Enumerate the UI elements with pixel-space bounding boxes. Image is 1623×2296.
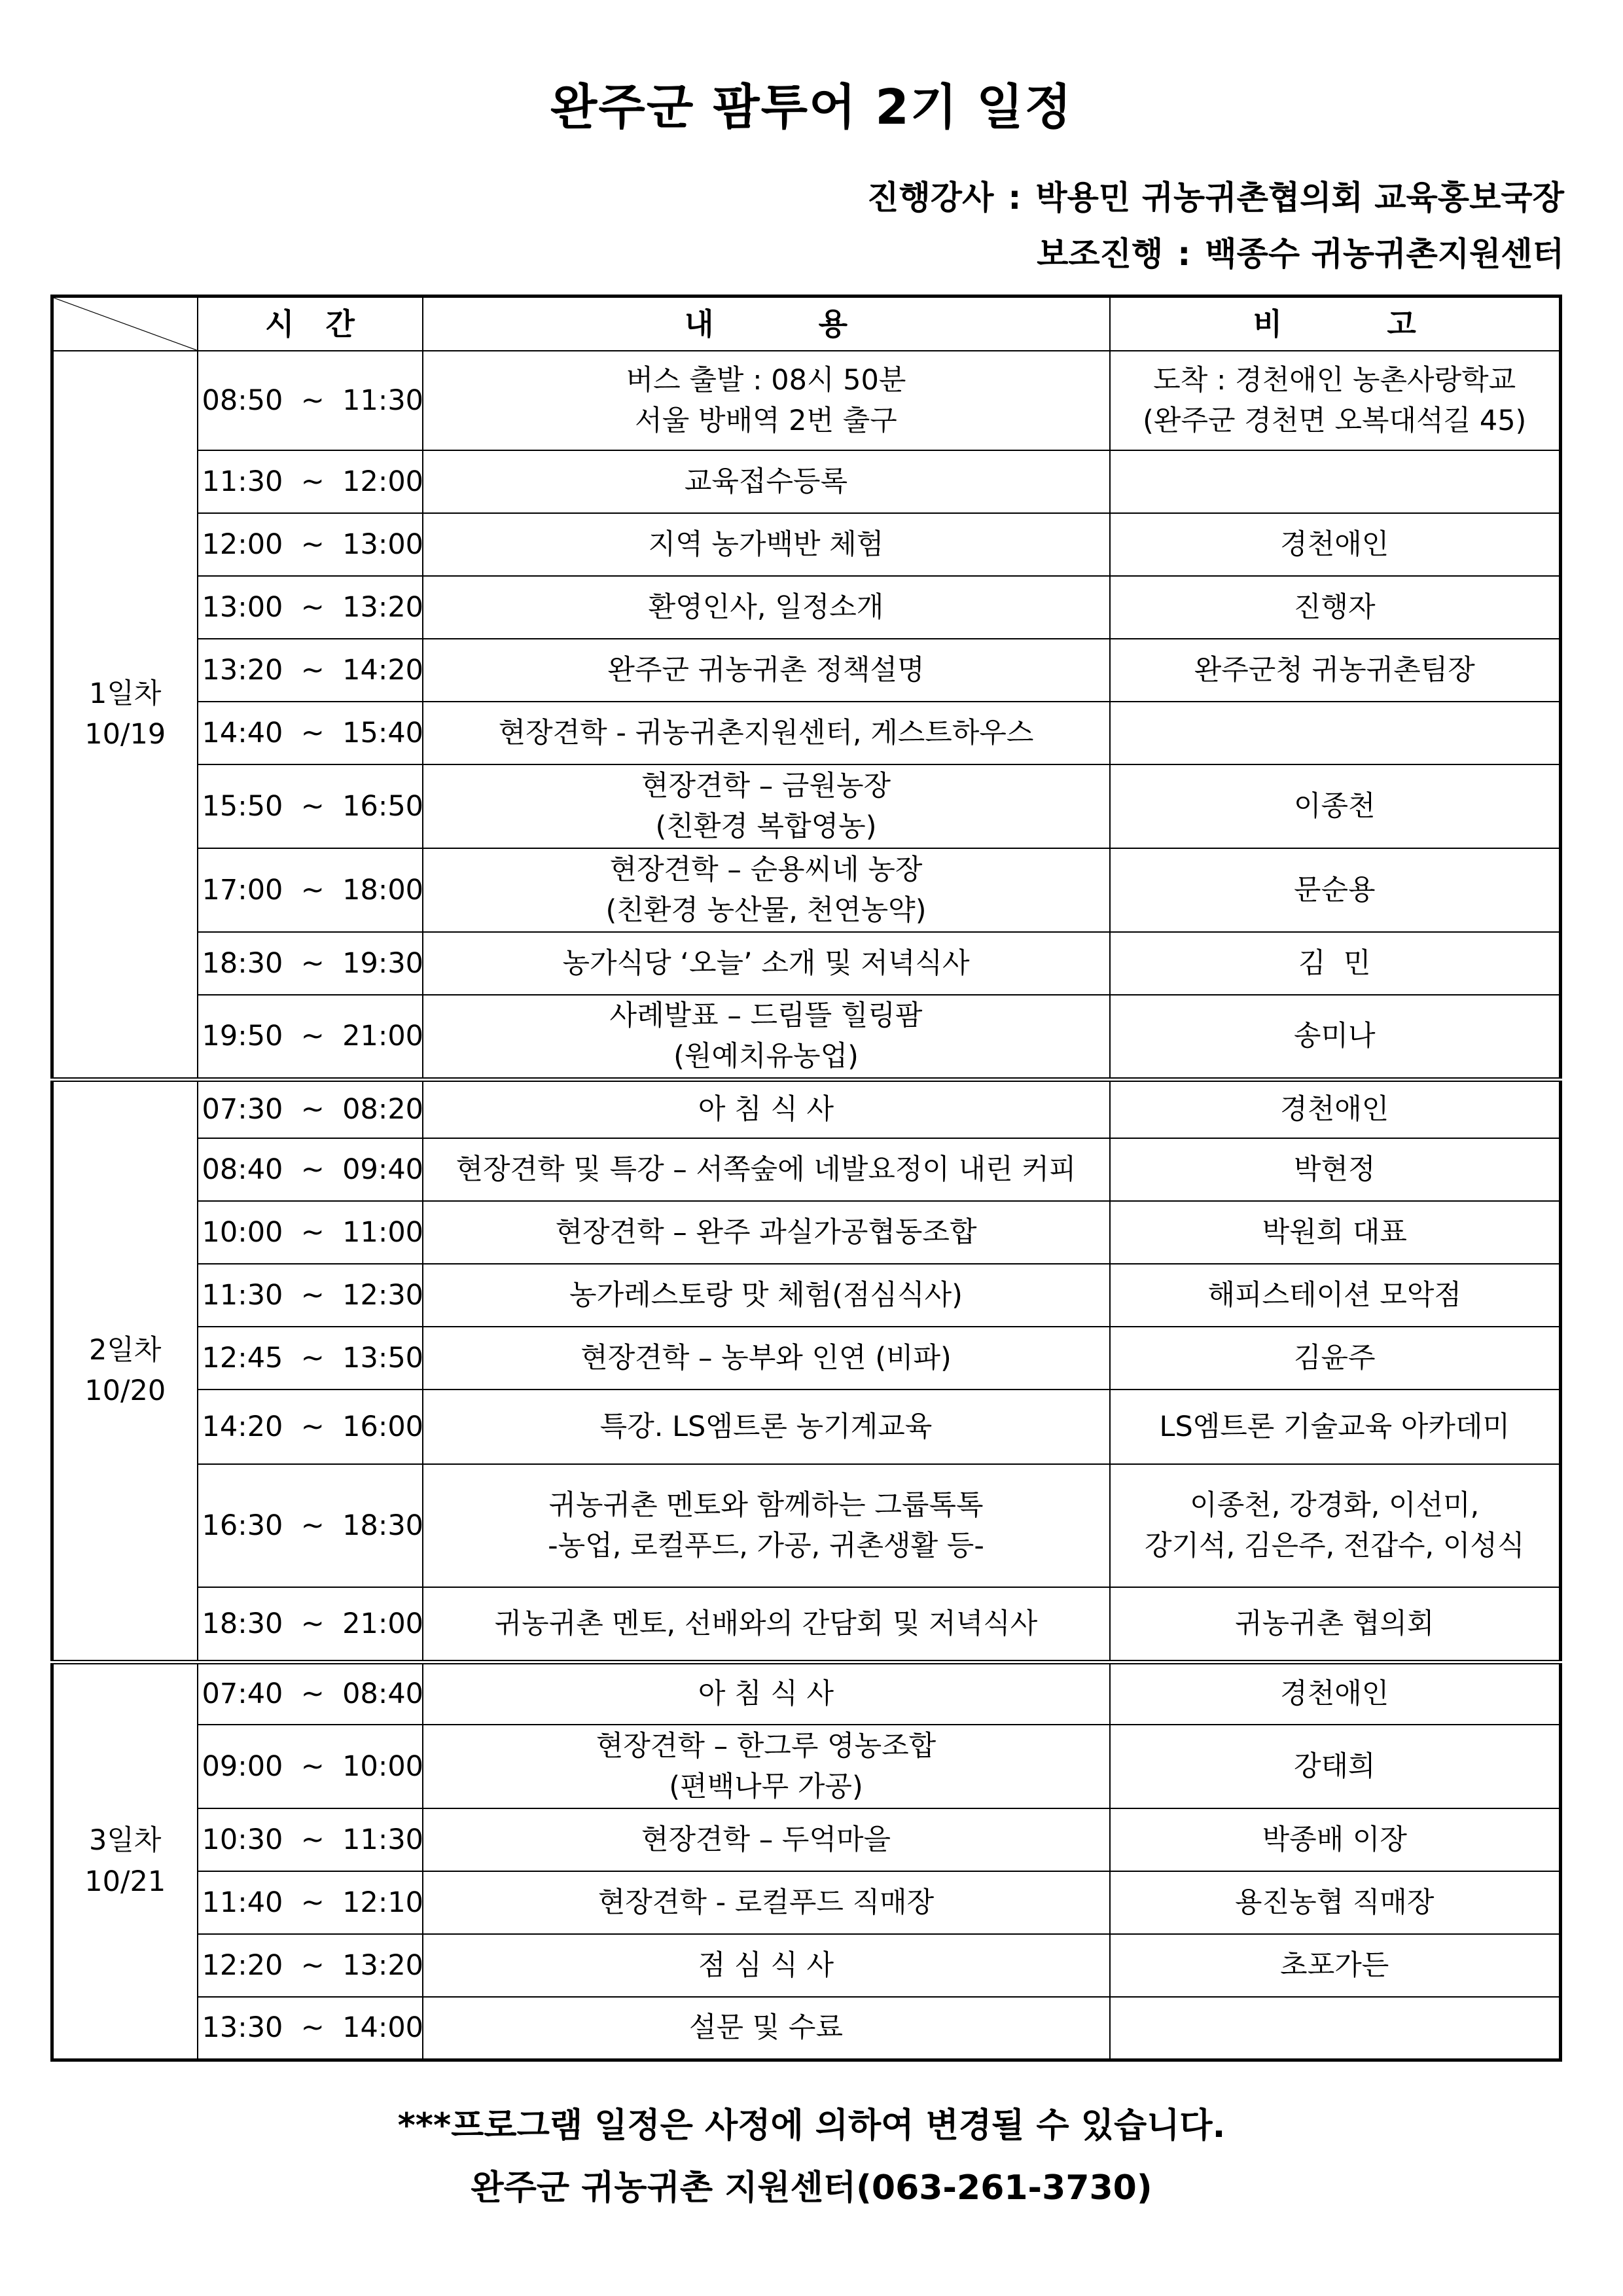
note-line: 이종천, 강경화, 이선미, bbox=[1190, 1488, 1480, 1522]
table-row bbox=[52, 513, 1561, 576]
content-line: 현장견학 – 금원농장 bbox=[641, 769, 891, 802]
content-line: 아 침 식 사 bbox=[698, 1093, 834, 1126]
table-row bbox=[52, 1138, 1561, 1201]
note-line: 초포가든 bbox=[1280, 1949, 1389, 1982]
table-row bbox=[52, 450, 1561, 513]
assistant-value: 백종수 귀농귀촌지원센터 bbox=[1205, 235, 1564, 273]
content-cell bbox=[423, 1725, 1110, 1808]
table-row bbox=[52, 702, 1561, 764]
content-cell bbox=[423, 1390, 1110, 1464]
content-cell bbox=[423, 1871, 1110, 1934]
content-line: 현장견학 - 로컬푸드 직매장 bbox=[597, 1886, 935, 1920]
content-cell bbox=[423, 1464, 1110, 1587]
note-cell bbox=[1110, 1587, 1561, 1662]
time-cell: 11:30 ~ 12:00 bbox=[198, 450, 423, 513]
table-row bbox=[52, 848, 1561, 932]
time-cell: 13:20 ~ 14:20 bbox=[198, 639, 423, 702]
assistant-label: 보조진행 bbox=[1037, 235, 1164, 273]
content-line: 완주군 귀농귀촌 정책설명 bbox=[607, 653, 925, 687]
time-cell: 07:40 ~ 08:40 bbox=[198, 1662, 423, 1725]
time-cell: 17:00 ~ 18:00 bbox=[198, 848, 423, 932]
content-line: 아 침 식 사 bbox=[698, 1677, 834, 1711]
content-cell bbox=[423, 848, 1110, 932]
note-cell bbox=[1110, 1264, 1561, 1327]
content-line: 현장견학 – 두억마을 bbox=[641, 1823, 891, 1857]
note-cell bbox=[1110, 702, 1561, 764]
content-line: 특강. LS엠트론 농기계교육 bbox=[599, 1410, 933, 1444]
time-cell: 18:30 ~ 19:30 bbox=[198, 932, 423, 995]
table-row bbox=[52, 1587, 1561, 1662]
content-line: 농가레스토랑 맛 체험(점심식사) bbox=[569, 1279, 963, 1312]
content-cell bbox=[423, 450, 1110, 513]
table-row bbox=[52, 1808, 1561, 1871]
corner-diagonal-cell bbox=[52, 296, 198, 351]
table-row bbox=[52, 1201, 1561, 1264]
note-line: 용진농협 직매장 bbox=[1235, 1886, 1435, 1920]
content-line: 현장견학 – 한그루 영농조합 bbox=[596, 1729, 936, 1763]
note-line: LS엠트론 기술교육 아카데미 bbox=[1159, 1410, 1510, 1444]
day-label: 2일차 bbox=[89, 1333, 162, 1367]
content-cell bbox=[423, 702, 1110, 764]
content-line: 환영인사, 일정소개 bbox=[648, 590, 884, 624]
time-cell: 12:45 ~ 13:50 bbox=[198, 1327, 423, 1390]
note-line: 이종천 bbox=[1293, 789, 1376, 823]
content-cell bbox=[423, 995, 1110, 1079]
table-row bbox=[52, 1079, 1561, 1138]
note-line: 진행자 bbox=[1293, 590, 1376, 624]
note-line: 경천애인 bbox=[1280, 528, 1389, 561]
time-cell: 08:40 ~ 09:40 bbox=[198, 1138, 423, 1201]
table-row bbox=[52, 1662, 1561, 1725]
time-cell: 16:30 ~ 18:30 bbox=[198, 1464, 423, 1587]
note-cell bbox=[1110, 1327, 1561, 1390]
time-cell: 12:00 ~ 13:00 bbox=[198, 513, 423, 576]
day-date: 10/20 bbox=[84, 1374, 166, 1408]
content-line: (친환경 농산물, 천연농약) bbox=[605, 894, 927, 927]
day-label-cell bbox=[52, 1079, 198, 1662]
table-row bbox=[52, 1997, 1561, 2060]
content-line: 현장견학 및 특강 – 서쪽숲에 네발요정이 내린 커피 bbox=[455, 1153, 1077, 1187]
note-cell bbox=[1110, 848, 1561, 932]
content-line: 사례발표 – 드림뜰 힐링팜 bbox=[609, 999, 923, 1032]
schedule-body bbox=[52, 351, 1561, 2060]
content-cell bbox=[423, 639, 1110, 702]
table-row bbox=[52, 1327, 1561, 1390]
time-cell: 18:30 ~ 21:00 bbox=[198, 1587, 423, 1662]
note-cell bbox=[1110, 1201, 1561, 1264]
note-cell bbox=[1110, 1934, 1561, 1997]
content-line: 설문 및 수료 bbox=[688, 2011, 844, 2045]
content-line: (원예치유농업) bbox=[673, 1040, 859, 1073]
footer-contact: 완주군 귀농귀촌 지원센터(063-261-3730) bbox=[471, 2168, 1152, 2208]
content-line: 현장견학 – 순용씨네 농장 bbox=[609, 853, 923, 886]
day-label: 3일차 bbox=[89, 1824, 162, 1857]
note-line: 도착 : 경천애인 농촌사랑학교 bbox=[1153, 363, 1516, 397]
note-cell bbox=[1110, 1997, 1561, 2060]
time-cell: 14:20 ~ 16:00 bbox=[198, 1390, 423, 1464]
time-cell: 11:30 ~ 12:30 bbox=[198, 1264, 423, 1327]
content-line: 현장견학 – 농부와 인연 (비파) bbox=[580, 1342, 952, 1375]
content-line: (편백나무 가공) bbox=[669, 1770, 863, 1804]
note-cell bbox=[1110, 1138, 1561, 1201]
note-line: 경천애인 bbox=[1280, 1093, 1389, 1126]
content-cell bbox=[423, 1079, 1110, 1138]
day-date: 10/19 bbox=[84, 718, 166, 751]
note-line: 해피스테이션 모악점 bbox=[1207, 1279, 1461, 1312]
note-line: 박종배 이장 bbox=[1262, 1823, 1407, 1857]
table-row bbox=[52, 639, 1561, 702]
note-line: 박원희 대표 bbox=[1262, 1216, 1407, 1249]
content-line: 귀농귀촌 멘토, 선배와의 간담회 및 저녁식사 bbox=[494, 1607, 1038, 1640]
footer-notice: ***프로그램 일정은 사정에 의하여 변경될 수 있습니다. bbox=[397, 2106, 1226, 2145]
time-cell: 10:00 ~ 11:00 bbox=[198, 1201, 423, 1264]
diagonal-line bbox=[54, 298, 197, 350]
note-cell bbox=[1110, 1079, 1561, 1138]
table-row bbox=[52, 764, 1561, 848]
content-cell bbox=[423, 1587, 1110, 1662]
content-line: 농가식당 ‘오늘’ 소개 및 저녁식사 bbox=[562, 946, 970, 980]
table-row bbox=[52, 576, 1561, 639]
table-row bbox=[52, 1871, 1561, 1934]
content-line: (친환경 복합영농) bbox=[655, 810, 877, 843]
note-line: 김윤주 bbox=[1293, 1342, 1376, 1375]
day-date: 10/21 bbox=[84, 1865, 166, 1898]
time-cell: 12:20 ~ 13:20 bbox=[198, 1934, 423, 1997]
content-cell bbox=[423, 1138, 1110, 1201]
content-cell bbox=[423, 576, 1110, 639]
note-line: 경천애인 bbox=[1280, 1677, 1389, 1711]
content-cell bbox=[423, 1662, 1110, 1725]
table-header-row bbox=[52, 296, 1561, 351]
note-cell bbox=[1110, 450, 1561, 513]
page-title: 완주군 팜투어 2기 일정 bbox=[550, 79, 1073, 135]
content-cell bbox=[423, 513, 1110, 576]
header-content: 내 용 bbox=[423, 296, 1110, 351]
note-cell bbox=[1110, 1725, 1561, 1808]
table-row bbox=[52, 1264, 1561, 1327]
instructor-line bbox=[867, 171, 1564, 219]
time-cell: 08:50 ~ 11:30 bbox=[198, 351, 423, 450]
note-cell bbox=[1110, 1871, 1561, 1934]
table-row bbox=[52, 932, 1561, 995]
content-cell bbox=[423, 1934, 1110, 1997]
note-line: 김 민 bbox=[1298, 946, 1371, 980]
content-cell bbox=[423, 1997, 1110, 2060]
content-cell bbox=[423, 932, 1110, 995]
instructor-colon: : bbox=[1008, 179, 1022, 217]
note-line: 박현정 bbox=[1293, 1153, 1376, 1187]
note-cell bbox=[1110, 1808, 1561, 1871]
content-cell bbox=[423, 1201, 1110, 1264]
time-cell: 13:00 ~ 13:20 bbox=[198, 576, 423, 639]
content-line: -농업, 로컬푸드, 가공, 귀촌생활 등- bbox=[548, 1530, 984, 1563]
note-line: 귀농귀촌 협의회 bbox=[1235, 1607, 1435, 1640]
time-cell: 14:40 ~ 15:40 bbox=[198, 702, 423, 764]
content-line: 지역 농가백반 체험 bbox=[648, 528, 884, 561]
table-row bbox=[52, 1464, 1561, 1587]
content-line: 점 심 식 사 bbox=[698, 1949, 834, 1982]
header-time: 시 간 bbox=[198, 296, 423, 351]
time-cell: 13:30 ~ 14:00 bbox=[198, 1997, 423, 2060]
content-cell bbox=[423, 351, 1110, 450]
time-cell: 19:50 ~ 21:00 bbox=[198, 995, 423, 1079]
day-label: 1일차 bbox=[89, 677, 162, 710]
content-line: 서울 방배역 2번 출구 bbox=[635, 404, 897, 437]
content-line: 버스 출발 : 08시 50분 bbox=[626, 363, 906, 397]
note-cell bbox=[1110, 1464, 1561, 1587]
content-cell bbox=[423, 1808, 1110, 1871]
note-line: 완주군청 귀농귀촌팀장 bbox=[1194, 653, 1475, 687]
content-line: 교육접수등록 bbox=[684, 465, 848, 498]
note-cell bbox=[1110, 995, 1561, 1079]
day-label-cell bbox=[52, 351, 198, 1079]
note-line: (완주군 경천면 오복대석길 45) bbox=[1143, 404, 1527, 437]
content-line: 현장견학 – 완주 과실가공협동조합 bbox=[555, 1216, 977, 1249]
note-cell bbox=[1110, 639, 1561, 702]
note-line: 강기석, 김은주, 전갑수, 이성식 bbox=[1145, 1530, 1525, 1563]
content-cell bbox=[423, 1264, 1110, 1327]
table-row bbox=[52, 995, 1561, 1079]
note-line: 송미나 bbox=[1293, 1020, 1376, 1053]
instructor-value: 박용민 귀농귀촌협의회 교육홍보국장 bbox=[1035, 179, 1564, 217]
schedule-table bbox=[50, 295, 1562, 2062]
header-note: 비 고 bbox=[1110, 296, 1561, 351]
note-cell bbox=[1110, 764, 1561, 848]
content-cell bbox=[423, 1327, 1110, 1390]
content-cell bbox=[423, 764, 1110, 848]
note-cell bbox=[1110, 932, 1561, 995]
time-cell: 07:30 ~ 08:20 bbox=[198, 1079, 423, 1138]
assistant-colon: : bbox=[1177, 235, 1191, 273]
time-cell: 10:30 ~ 11:30 bbox=[198, 1808, 423, 1871]
content-line: 현장견학 - 귀농귀촌지원센터, 게스트하우스 bbox=[498, 716, 1034, 749]
time-cell: 11:40 ~ 12:10 bbox=[198, 1871, 423, 1934]
note-cell bbox=[1110, 351, 1561, 450]
table-row bbox=[52, 351, 1561, 450]
note-cell bbox=[1110, 576, 1561, 639]
time-cell: 15:50 ~ 16:50 bbox=[198, 764, 423, 848]
note-cell bbox=[1110, 513, 1561, 576]
instructor-label: 진행강사 bbox=[867, 179, 994, 217]
content-line: 귀농귀촌 멘토와 함께하는 그룹톡톡 bbox=[548, 1488, 984, 1522]
table-row bbox=[52, 1725, 1561, 1808]
day-label-cell bbox=[52, 1662, 198, 2060]
table-row bbox=[52, 1390, 1561, 1464]
note-cell bbox=[1110, 1662, 1561, 1725]
note-line: 강태희 bbox=[1293, 1750, 1376, 1784]
table-row bbox=[52, 1934, 1561, 1997]
note-cell bbox=[1110, 1390, 1561, 1464]
time-cell: 09:00 ~ 10:00 bbox=[198, 1725, 423, 1808]
assistant-line bbox=[1037, 228, 1564, 275]
note-line: 문순용 bbox=[1293, 873, 1376, 906]
